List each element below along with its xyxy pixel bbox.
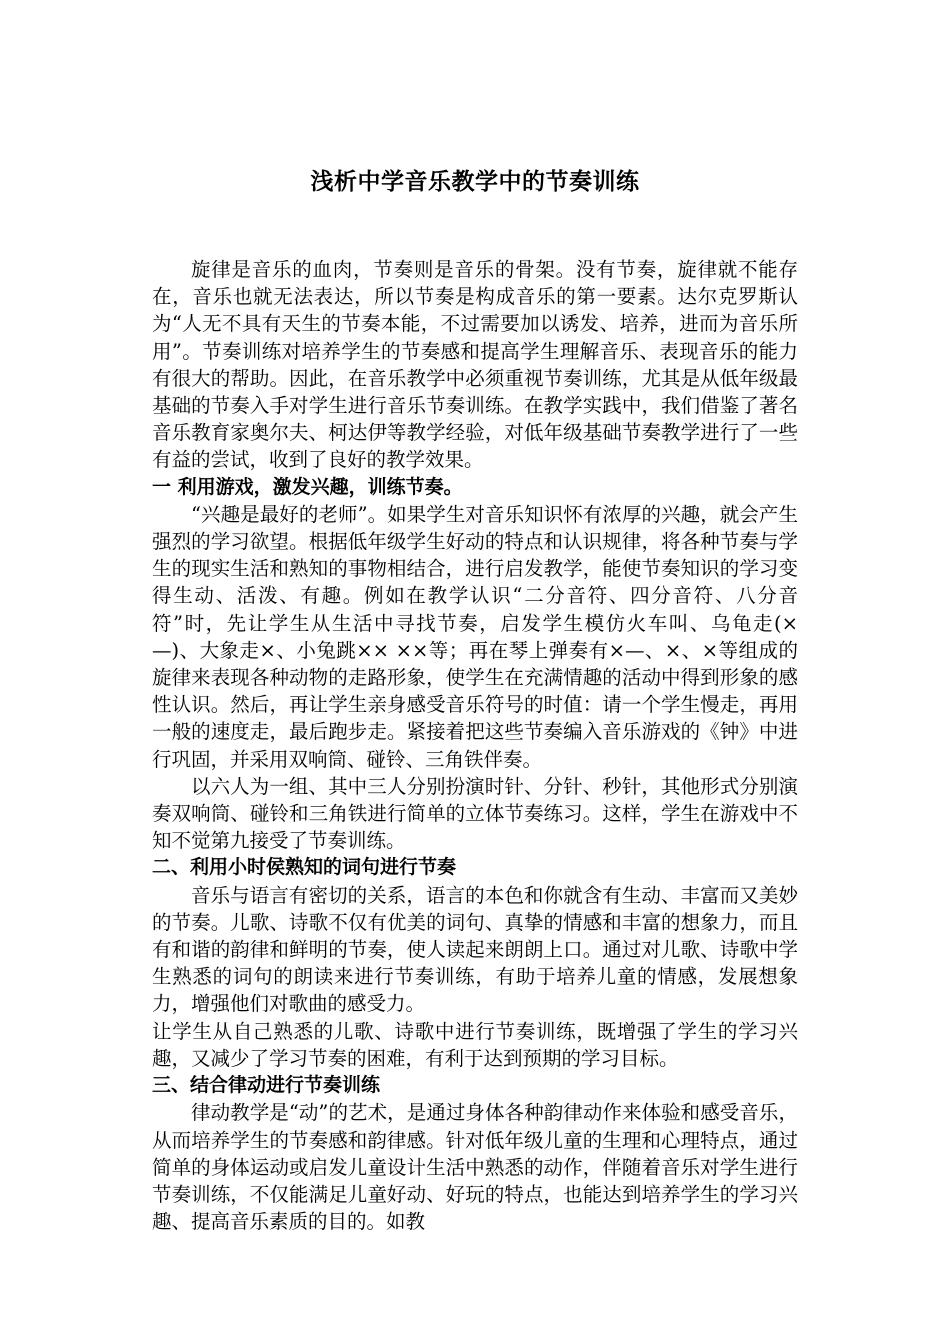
- section-1-paragraph-1: “兴趣是最好的老师”。如果学生对音乐知识怀有浓厚的兴趣，就会产生强烈的学习欲望。根据低年级学生好动的特点和认识规律，将各种节奏与学生的现实生活和熟知的事物相结合，进行启发教学，能使节奏知识的学习变得生动、活泼、有趣。例如在教学认识“二分音符、四分音符、八分音符”时，先让学生从生活中寻找节奏，启发学生模仿火车叫、乌龟走(× —)、大象走×、小兔跳×× ××等；再在琴上弹奏有×—、×、×等组成的旋律来表现各种动物的走路形象，使学生在充满情趣的活动中得到形象的感性认识。然后，再让学生亲身感受音乐符号的时值：请一个学生慢走，再用一般的速度走，最后跑步走。紧接着把这些节奏编入音乐游戏的《钟》中进行巩固，并采用双响筒、碰铃、三角铁伴奏。: [152, 502, 798, 771]
- document-title: 浅析中学音乐教学中的节奏训练: [310, 169, 640, 195]
- section-heading-3: 三、结合律动进行节奏训练: [152, 1074, 381, 1097]
- section-2-paragraph-1: 音乐与语言有密切的关系，语言的本色和你就含有生动、丰富而又美妙的节奏。儿歌、诗歌不仅有优美的词句、真挚的情感和丰富的想象力，而且有和谐的韵律和鲜明的节奏，使人读起来朗朗上口。通过对儿歌、诗歌中学生熟悉的词句的朗读来进行节奏训练，有助于培养儿童的情感，发展想象力，增强他们对歌曲的感受力。: [152, 883, 798, 1016]
- section-1-paragraph-2: 以六人为一组、其中三人分别扮演时针、分针、秒针，其他形式分别演奏双响筒、碰铃和三角铁进行简单的立体节奏练习。这样，学生在游戏中不知不觉第九接受了节奏训练。: [152, 774, 798, 853]
- section-2-paragraph-2: 让学生从自己熟悉的儿歌、诗歌中进行节奏训练，既增强了学生的学习兴趣，又减少了学习节奏的困难，有利于达到预期的学习目标。: [152, 1019, 798, 1070]
- section-heading-1: 一 利用游戏，激发兴趣，训练节奏。: [152, 475, 463, 498]
- document-body: [152, 256, 798, 1235]
- section-heading-2: 二、利用小时侯熟知的词句进行节奏: [152, 856, 457, 879]
- section-3-paragraph-1: 律动教学是“动”的艺术，是通过身体各种韵律动作来体验和感受音乐，从而培养学生的节奏感和韵律感。针对低年级儿童的生理和心理特点，通过简单的身体运动或启发儿童设计生活中熟悉的动作，伴随着音乐对学生进行节奏训练，不仅能满足儿童好动、好玩的特点，也能达到培养学生的学习兴趣、提高音乐素质的目的。如教: [152, 1101, 798, 1234]
- intro-paragraph: 旋律是音乐的血肉，节奏则是音乐的骨架。没有节奏，旋律就不能存在，音乐也就无法表达，所以节奏是构成音乐的第一要素。达尔克罗斯认为“人无不具有天生的节奏本能，不过需要加以诱发、培养，进而为音乐所用”。节奏训练对培养学生的节奏感和提高学生理解音乐、表现音乐的能力有很大的帮助。因此，在音乐教学中必须重视节奏训练，尤其是从低年级最基础的节奏入手对学生进行音乐节奏训练。在教学实践中，我们借鉴了著名音乐教育家奥尔夫、柯达伊等教学经验，对低年级基础节奏教学进行了一些有益的尝试，收到了良好的教学效果。: [152, 258, 798, 472]
